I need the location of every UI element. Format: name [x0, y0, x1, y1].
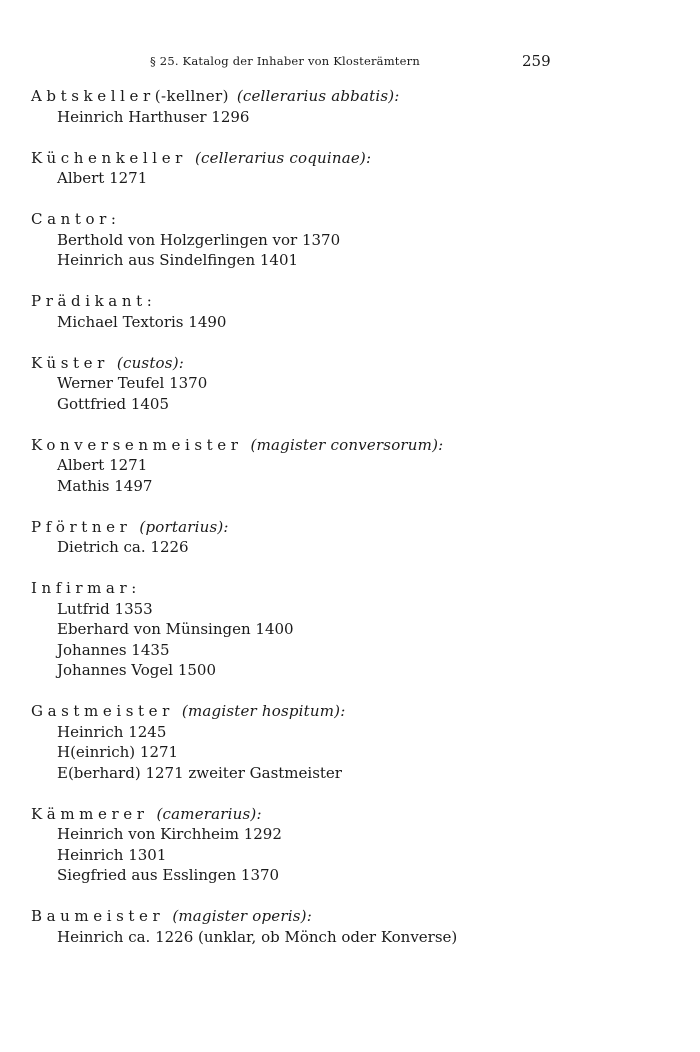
office-section — [31, 148, 671, 189]
office-latin-name: (cellerarius abbatis): — [236, 87, 400, 105]
office-heading — [31, 804, 671, 825]
holder-entry: Heinrich 1245 — [57, 722, 167, 741]
office-latin-name: (magister operis): — [172, 907, 312, 925]
office-section — [31, 701, 671, 783]
holder-entry: Johannes Vogel 1500 — [57, 661, 217, 679]
office-section — [31, 517, 671, 558]
office-section — [31, 906, 671, 947]
holder-entry: Berthold von Holzgerlingen vor 1370 — [57, 230, 341, 249]
office-section — [31, 435, 671, 497]
office-title: Küster — [31, 353, 109, 372]
office-heading — [31, 578, 671, 599]
holder-entry: Heinrich Harthuser 1296 — [57, 107, 250, 126]
holder-entry: Heinrich aus Sindelfingen 1401 — [57, 251, 299, 269]
holder-entry: Heinrich von Kirchheim 1292 — [57, 825, 282, 843]
office-title: Infirmar: — [31, 579, 141, 597]
office-latin-name: (cellerarius coquinae): — [194, 148, 372, 167]
holder-entry: Werner Teufel 1370 — [57, 374, 208, 392]
holder-entry: Gottfried 1405 — [57, 394, 170, 413]
office-title: Küchenkeller — [31, 148, 187, 167]
holder-entry: Heinrich ca. 1226 (unklar, ob Mönch oder Konverse) — [57, 927, 458, 946]
office-title: Prädikant: — [31, 292, 157, 310]
running-head: § 25. Katalog der Inhaber von Klosterämtern — [150, 54, 420, 68]
office-heading — [31, 86, 671, 107]
holder-entry: Lutfrid 1353 — [57, 599, 153, 618]
office-heading — [31, 209, 671, 230]
page-number: 259 — [522, 52, 551, 70]
office-title: Baumeister — [31, 907, 165, 925]
holder-entry: Michael Textoris 1490 — [57, 312, 227, 331]
office-section — [31, 578, 671, 681]
office-title-variant: (-kellner) — [154, 87, 229, 105]
holder-entry: Siegfried aus Esslingen 1370 — [57, 866, 280, 884]
office-latin-name: (custos): — [116, 353, 184, 372]
office-section — [31, 291, 671, 332]
office-section — [31, 353, 671, 415]
holder-entry: Dietrich ca. 1226 — [57, 538, 189, 556]
office-title: Kämmerer — [31, 804, 149, 823]
office-heading — [31, 701, 671, 722]
office-heading — [31, 906, 671, 927]
office-title: Pförtner — [31, 517, 132, 536]
office-section — [31, 804, 671, 886]
holder-entry: Albert 1271 — [57, 456, 148, 474]
page-header — [0, 52, 700, 74]
office-title: Gastmeister — [31, 702, 174, 720]
office-section — [31, 86, 671, 127]
office-title: Konversenmeister — [31, 435, 243, 454]
holder-entry: Johannes 1435 — [57, 640, 170, 659]
office-latin-name: (magister conversorum): — [250, 435, 444, 454]
holder-entry: Mathis 1497 — [57, 476, 153, 495]
office-heading — [31, 148, 671, 169]
holder-entry: Heinrich 1301 — [57, 845, 167, 864]
office-heading — [31, 291, 671, 312]
holder-entry: Albert 1271 — [57, 169, 148, 187]
office-section — [31, 209, 671, 271]
office-latin-name: (camerarius): — [156, 804, 262, 823]
holder-entry: Eberhard von Münsingen 1400 — [57, 620, 294, 638]
office-catalog — [31, 86, 671, 968]
office-title: Abtskeller — [31, 87, 155, 105]
office-heading — [31, 435, 671, 456]
office-title: Cantor: — [31, 210, 121, 228]
holder-entry: E(berhard) 1271 zweiter Gastmeister — [57, 763, 342, 782]
office-latin-name: (magister hospitum): — [181, 702, 346, 720]
office-heading — [31, 353, 671, 374]
office-heading — [31, 517, 671, 538]
holder-entry: H(einrich) 1271 — [57, 743, 179, 761]
office-latin-name: (portarius): — [139, 517, 229, 536]
